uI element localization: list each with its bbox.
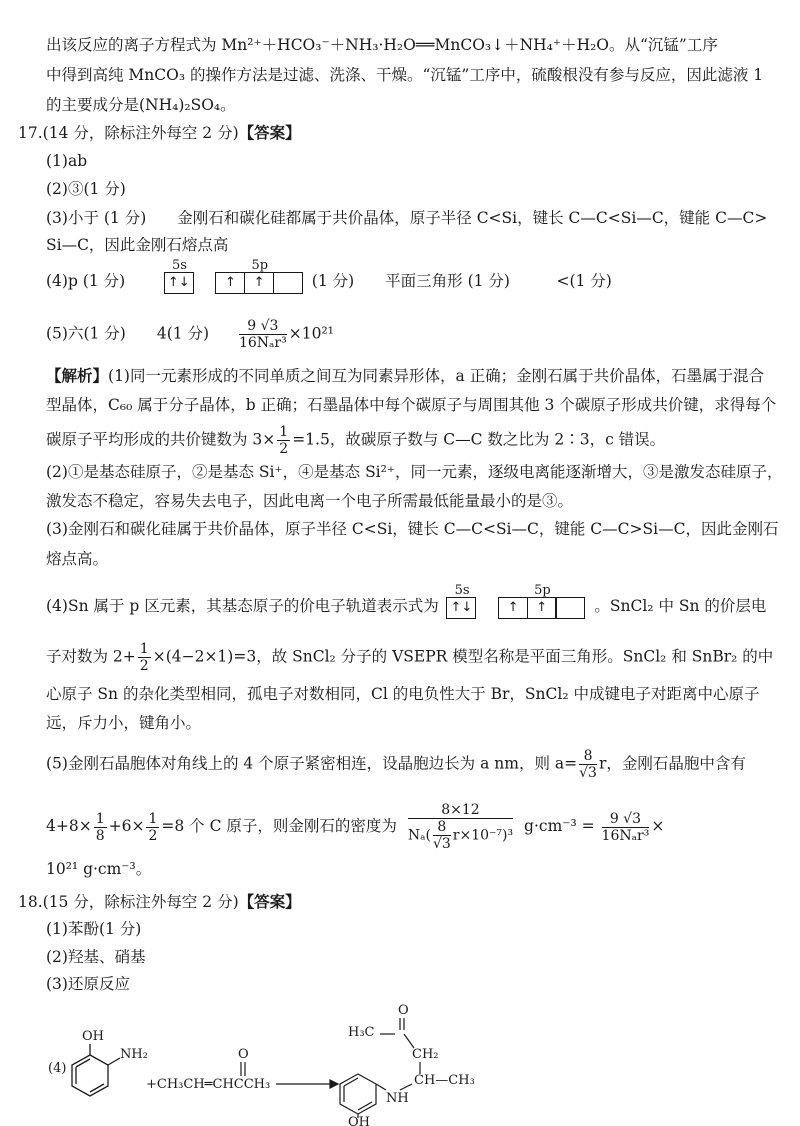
fraction-numerator: 1 [279,424,289,440]
fraction-denominator: 2 [148,827,158,844]
analysis-tag: 【解析】 [46,366,109,385]
reaction-scheme [40,1000,510,1126]
analysis-2-cont: 激发态不稳定，容易失去电子，因此电离一个电子所需最低能量最小的是③。 [46,492,574,510]
fraction-8-sqrt3 [433,819,451,852]
analysis-text: (4)Sn 属于 p 区元素，其基态原子的价电子轨道表示式为 [46,597,439,615]
fraction-half [138,641,151,674]
analysis-4 [46,582,767,619]
analysis-text: g·cm⁻³ = [524,817,595,835]
question-18-head: 18.(15 分，除标注外每空 2 分) [18,893,239,911]
answer-17-3-cont: Si—C，因此金刚石熔点高 [46,236,229,254]
orbital-5s-label: 5s [171,257,187,273]
answer-17-2: (2)③(1 分) [46,180,126,198]
orbital-5s [165,257,194,294]
fraction-denominator: √3 [579,765,597,781]
orbital-box: ↑↓ [446,597,476,619]
density-fraction [602,811,650,844]
reagent-carbonyl-bond [241,1062,245,1076]
fraction-denominator: 16Nₐr³ [601,827,650,844]
text-line: 出该反应的离子方程式为 Mn²⁺＋HCO₃⁻＋NH₃·H₂O══MnCO₃↓＋NH₄⁺＋H₂O。从“沉锰”工序 [46,36,718,54]
analysis-text: × [651,817,665,835]
analysis-5 [46,748,746,781]
answer-18-1: (1)苯酚(1 分) [46,920,142,938]
denominator-part: Nₐ( [407,827,431,844]
answer-17-1: (1)ab [46,152,88,170]
fraction-denominator: 8 [95,827,105,844]
reaction-arrow [276,1080,338,1088]
analysis-text: 4+8× [46,817,92,835]
analysis-3-cont: 熔点高。 [46,550,109,568]
orbital-box: ↑ [498,597,528,619]
fraction-numerator: 1 [95,810,105,827]
fraction-denominator: √3 [432,836,451,852]
orbital-5p [499,582,585,619]
fraction-8-sqrt3 [579,748,597,781]
answer-18-2: (2)羟基、硝基 [46,948,146,966]
fraction-numerator: 9 √3 [602,811,650,828]
analysis-text: 子对数为 2+ [46,647,136,666]
fraction-numerator: 8×12 [408,802,513,819]
product-ch2-label: CH₂ [412,1047,439,1062]
answer-17-3: (3)小于 (1 分) 金刚石和碳化硅都属于共价晶体，原子半径 C<Si，键长 C—C<Si—C，键能 C—C> [46,209,768,227]
product-h3c-label: H₃C [348,1025,375,1040]
density-big-fraction [408,802,513,852]
fraction-numerator: 1 [148,810,158,827]
product-nh-label: NH [386,1091,409,1106]
fraction-eighth [94,811,107,844]
fraction-denominator: 2 [279,441,289,457]
answer-18-3: (3)还原反应 [46,975,130,993]
analysis-text: r，金刚石晶胞中含有 [598,754,746,773]
reagent-o-label: O [238,1047,249,1062]
orbital-5s-label: 5s [454,582,470,598]
text-line: 的主要成分是(NH₄)₂SO₄。 [46,96,236,114]
fraction-numerator: 8 [433,819,451,836]
analysis-1-cont: 型晶体，C₆₀ 属于分子晶体，b 正确；石墨晶体中每个碳原子与周围其他 3 个碳原子形成共价键，求得每个 [46,396,777,414]
fraction-numerator: 8 [579,748,597,765]
question-17-head: 17.(14 分，除标注外每空 2 分) [18,124,239,142]
fraction-half [277,424,290,457]
answer-17-4 [46,257,612,294]
reactant-oh-label: OH [82,1029,104,1044]
answer-17-5 [46,318,334,351]
orbital-box: ↑ [215,272,245,294]
analysis-3: (3)金刚石和碳化硅属于共价晶体，原子半径 C<Si，键长 C—C<Si—C，键能 C—C>Si—C，因此金刚石 [46,520,779,538]
analysis-text: =8 个 C 原子，则金刚石的密度为 [161,817,397,835]
analysis-text: ×(4−2×1)=3，故 SnCl₂ 分子的 VSEPR 模型名称是平面三角形。SnCl₂ 和 SnBr₂ 的中 [152,647,774,666]
orbital-5p-label: 5p [251,257,269,273]
benzene-ring [72,1044,120,1096]
reagent-formula: +CH₃CH═CHCCH₃ [146,1077,271,1092]
fraction-numerator: 1 [139,641,149,657]
text-line: 中得到高纯 MnCO₃ 的操作方法是过滤、洗涤、干燥。“沉锰”工序中，硫酸根没有参与反应，因此滤液 1 [46,66,764,84]
analysis-text: (5)金刚石晶胞体对角线上的 4 个原子紧密相连，设晶胞边长为 a nm，则 a= [46,754,578,773]
fraction-denominator [408,819,513,852]
denominator-part: r×10⁻⁷)³ [452,827,514,844]
fraction-half [146,811,159,844]
product-o-label: O [398,1003,409,1018]
answer-17-4-prefix: (4)p (1 分) [46,272,126,290]
answer-tag: 【答案】 [238,892,301,911]
fraction-numerator: 9 √3 [239,318,287,335]
analysis-4-cont3: 远，斥力小，键角小。 [46,714,202,732]
answer-17-4-rest: (1 分) 平面三角形 (1 分) <(1 分) [311,272,612,290]
analysis-4-cont [46,641,773,674]
analysis-1-cont2 [46,424,665,457]
answer-17-5-tail: ×10²¹ [288,324,334,343]
analysis-5-cont2: 10²¹ g·cm⁻³。 [46,860,152,878]
analysis-text: +6× [108,817,145,835]
question-17-header [18,122,301,144]
answer-tag: 【答案】 [238,123,301,142]
orbital-5p [217,257,303,294]
fraction-denominator: 16Nₐr³ [238,335,287,351]
fraction-denominator: 2 [139,658,149,674]
orbital-box: ↑ [244,272,274,294]
orbital-5p-label: 5p [534,582,551,598]
product-oh-label: OH [348,1115,370,1126]
answer-18-4: (4) [48,1061,67,1076]
analysis-text: 碳原子平均形成的共价键数为 3× [46,430,276,449]
analysis-2: (2)①是基态硅原子，②是基态 Si⁺，④是基态 Si²⁺，同一元素，逐级电离能逐渐增大，③是激发态硅原子， [46,463,783,481]
analysis-4-cont2: 心原子 Sn 的杂化类型相同，孤电子对数相同，Cl 的电负性大于 Br，SnCl₂ 中成键电子对距离中心原子 [46,685,760,703]
answer-17-5-prefix: (5)六(1 分) 4(1 分) [46,324,210,343]
reactant-nh2-label: NH₂ [120,1047,148,1062]
analysis-text: (1)同一元素形成的不同单质之间互为同素异形体，a 正确；金刚石属于共价晶体，石墨属于混合 [108,367,765,385]
analysis-text: =1.5，故碳原子数与 C—C 数之比为 2∶3，c 错误。 [292,430,666,449]
analysis-text: 。SnCl₂ 中 Sn 的价层电 [594,597,767,615]
density-fraction [239,318,287,351]
orbital-box: ↑↓ [164,272,194,294]
question-18-header [18,891,301,913]
product-ch-label: CH—CH₃ [414,1073,475,1088]
orbital-box: ↑ [527,597,557,619]
analysis-5-cont [46,802,664,852]
orbital-5s [448,582,477,619]
analysis-1 [46,365,764,387]
